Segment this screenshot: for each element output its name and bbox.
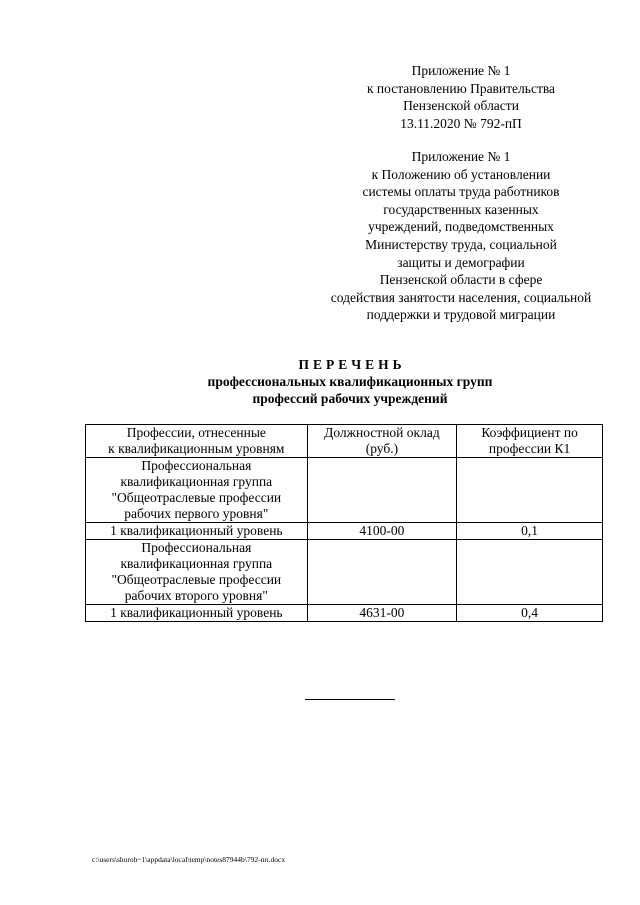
table-group-row xyxy=(86,540,603,605)
table-row xyxy=(86,523,603,540)
appendix-line: поддержки и трудовой миграции xyxy=(366,307,556,323)
empty-cell xyxy=(307,458,457,523)
appendix-line: Приложение № 1 xyxy=(411,63,511,78)
government-resolution-appendix xyxy=(300,62,622,132)
regulation-appendix xyxy=(300,148,622,324)
level-cell: 1 квалификационный уровень xyxy=(86,523,308,540)
appendix-line: системы оплаты труда работников xyxy=(362,184,560,200)
level-cell: 1 квалификационный уровень xyxy=(86,605,308,622)
header-line: Профессии, отнесенные xyxy=(126,425,266,440)
table-header-row xyxy=(86,425,603,458)
appendix-line: содействия занятости населения, социальной xyxy=(330,289,592,305)
group-name-line: "Общеотраслевые профессии xyxy=(111,572,282,587)
appendix-line: Пензенской области в сфере xyxy=(379,272,543,288)
header-profession xyxy=(86,425,308,458)
header-coefficient xyxy=(457,425,603,458)
end-divider-line xyxy=(305,699,395,700)
table-group-row xyxy=(86,458,603,523)
group-name-cell xyxy=(86,458,308,523)
group-name-cell xyxy=(86,540,308,605)
appendix-line: учреждений, подведомственных xyxy=(368,219,554,235)
title-line: профессий рабочих учреждений xyxy=(252,391,448,406)
header-line: профессии К1 xyxy=(488,441,571,456)
title-heading: ПЕРЕЧЕНЬ xyxy=(298,357,406,372)
header-line: к квалификационным уровням xyxy=(108,441,285,456)
group-name-line: квалификационная группа xyxy=(120,556,273,571)
header-line: Должностной оклад xyxy=(324,425,440,440)
empty-cell xyxy=(457,540,603,605)
salary-cell: 4631-00 xyxy=(307,605,457,622)
coefficient-cell: 0,1 xyxy=(457,523,603,540)
empty-cell xyxy=(307,540,457,605)
table-row xyxy=(86,605,603,622)
appendix-line: защиты и демографии xyxy=(397,254,525,270)
document-title xyxy=(150,356,550,407)
appendix-line: Министерству труда, социальной xyxy=(365,236,557,252)
coefficient-cell: 0,4 xyxy=(457,605,603,622)
header-salary xyxy=(307,425,457,458)
header-line: (руб.) xyxy=(365,441,399,456)
title-line: профессиональных квалификационных групп xyxy=(207,374,493,389)
header-line: Коэффициент по xyxy=(481,425,578,440)
group-name-line: квалификационная группа xyxy=(120,474,273,489)
group-name-line: "Общеотраслевые профессии xyxy=(111,490,282,505)
appendix-line: к постановлению Правительства xyxy=(366,80,556,96)
salary-cell: 4100-00 xyxy=(307,523,457,540)
group-name-line: Профессиональная xyxy=(141,540,252,555)
empty-cell xyxy=(457,458,603,523)
group-name-line: рабочих первого уровня" xyxy=(124,506,269,521)
appendix-line: государственных казенных xyxy=(383,201,539,217)
group-name-line: рабочих второго уровня" xyxy=(124,588,268,603)
appendix-line: к Положению об установлении xyxy=(371,166,551,182)
group-name-line: Профессиональная xyxy=(141,458,252,473)
professions-table xyxy=(85,424,603,622)
appendix-line: Приложение № 1 xyxy=(411,149,511,164)
appendix-line: Пензенской области xyxy=(403,98,519,114)
file-path-footer: c:\users\shoroh~1\appdata\local\temp\notes87944b\792-пп.docx xyxy=(92,855,286,864)
appendix-line: 13.11.2020 № 792-пП xyxy=(400,115,522,131)
